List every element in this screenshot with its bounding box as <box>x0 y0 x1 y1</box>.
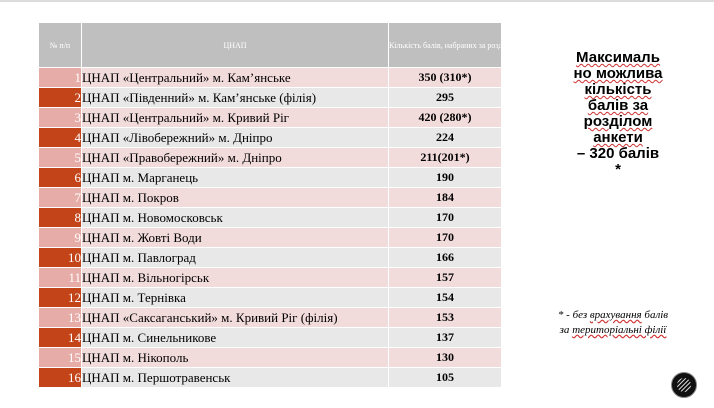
footnote-part1: * - без <box>557 309 590 321</box>
row-score: 295 <box>389 88 502 108</box>
row-score: 224 <box>389 128 502 148</box>
row-score: 211(201*) <box>389 148 502 168</box>
row-score: 170 <box>389 228 502 248</box>
footnote-part5: територіальні філії <box>572 324 667 336</box>
row-score: 420 (280*) <box>389 108 502 128</box>
row-num: 15 <box>39 348 82 368</box>
row-score: 105 <box>389 368 502 388</box>
row-name: ЦНАП м. Тернівка <box>82 288 389 308</box>
row-name: ЦНАП м. Покров <box>82 188 389 208</box>
row-name: ЦНАП «Правобережний» м. Дніпро <box>82 148 389 168</box>
table-row <box>39 188 502 208</box>
note-line-8: * <box>615 161 621 178</box>
note-line-1: Максималь <box>576 49 660 66</box>
note-line-5: розділом <box>583 113 653 130</box>
row-name: ЦНАП м. Нікополь <box>82 348 389 368</box>
header-num: № п/п <box>39 23 82 68</box>
table-row <box>39 368 502 388</box>
footnote-part2: врахування <box>589 309 642 321</box>
row-num: 3 <box>39 108 82 128</box>
note-line-2: но можлива <box>573 65 663 82</box>
row-name: ЦНАП м. Марганець <box>82 168 389 188</box>
row-num: 9 <box>39 228 82 248</box>
table-row <box>39 268 502 288</box>
header-name: ЦНАП <box>82 23 389 68</box>
table-row <box>39 168 502 188</box>
table-row <box>39 328 502 348</box>
table-row <box>39 288 502 308</box>
footnote <box>528 308 698 338</box>
row-score: 130 <box>389 348 502 368</box>
table-row <box>39 308 502 328</box>
row-name: ЦНАП м. Жовті Води <box>82 228 389 248</box>
table-row <box>39 128 502 148</box>
row-num: 5 <box>39 148 82 168</box>
row-score: 190 <box>389 168 502 188</box>
note-line-6: анкети <box>593 129 643 146</box>
row-name: ЦНАП «Центральний» м. Кривий Ріг <box>82 108 389 128</box>
row-name: ЦНАП «Південний» м. Кам’янське (філія) <box>82 88 389 108</box>
row-name: ЦНАП м. Вільногірськ <box>82 268 389 288</box>
top-divider <box>0 0 714 2</box>
row-score: 170 <box>389 208 502 228</box>
row-score: 137 <box>389 328 502 348</box>
row-name: ЦНАП м. Синельникове <box>82 328 389 348</box>
row-name: ЦНАП м. Новомосковськ <box>82 208 389 228</box>
row-num: 2 <box>39 88 82 108</box>
row-score: 154 <box>389 288 502 308</box>
header-score: Кількість балів, набраних за розділом анкети <box>389 23 502 68</box>
row-score: 166 <box>389 248 502 268</box>
row-score: 184 <box>389 188 502 208</box>
footnote-part3: балів <box>641 309 669 321</box>
row-name: ЦНАП «Центральний» м. Кам’янське <box>82 68 389 88</box>
row-name: ЦНАП м. Першотравенськ <box>82 368 389 388</box>
note-line-7: – 320 балів <box>576 145 660 162</box>
row-name: ЦНАП «Саксаганський» м. Кривий Ріг (філія) <box>82 308 389 328</box>
row-num: 16 <box>39 368 82 388</box>
ranking-table <box>38 22 543 388</box>
row-score: 157 <box>389 268 502 288</box>
row-num: 8 <box>39 208 82 228</box>
row-num: 1 <box>39 68 82 88</box>
row-num: 14 <box>39 328 82 348</box>
table-body <box>39 68 502 388</box>
row-num: 11 <box>39 268 82 288</box>
row-num: 13 <box>39 308 82 328</box>
note-line-3: кількість <box>584 81 652 98</box>
footnote-part4: за <box>559 324 573 336</box>
table-row <box>39 348 502 368</box>
row-num: 10 <box>39 248 82 268</box>
table-row <box>39 68 502 88</box>
note-line-4: балів за <box>587 97 649 114</box>
row-name: ЦНАП «Лівобережний» м. Дніпро <box>82 128 389 148</box>
table-header-row <box>39 23 502 68</box>
row-score: 153 <box>389 308 502 328</box>
row-score: 350 (310*) <box>389 68 502 88</box>
table-row <box>39 148 502 168</box>
table-row <box>39 228 502 248</box>
table-row <box>39 248 502 268</box>
row-num: 6 <box>39 168 82 188</box>
row-num: 4 <box>39 128 82 148</box>
max-score-note <box>548 50 688 178</box>
row-num: 7 <box>39 188 82 208</box>
table-row <box>39 108 502 128</box>
row-name: ЦНАП м. Павлоград <box>82 248 389 268</box>
row-num: 12 <box>39 288 82 308</box>
table-row <box>39 208 502 228</box>
slide-nav-circle-icon[interactable] <box>671 372 697 398</box>
table-row <box>39 88 502 108</box>
